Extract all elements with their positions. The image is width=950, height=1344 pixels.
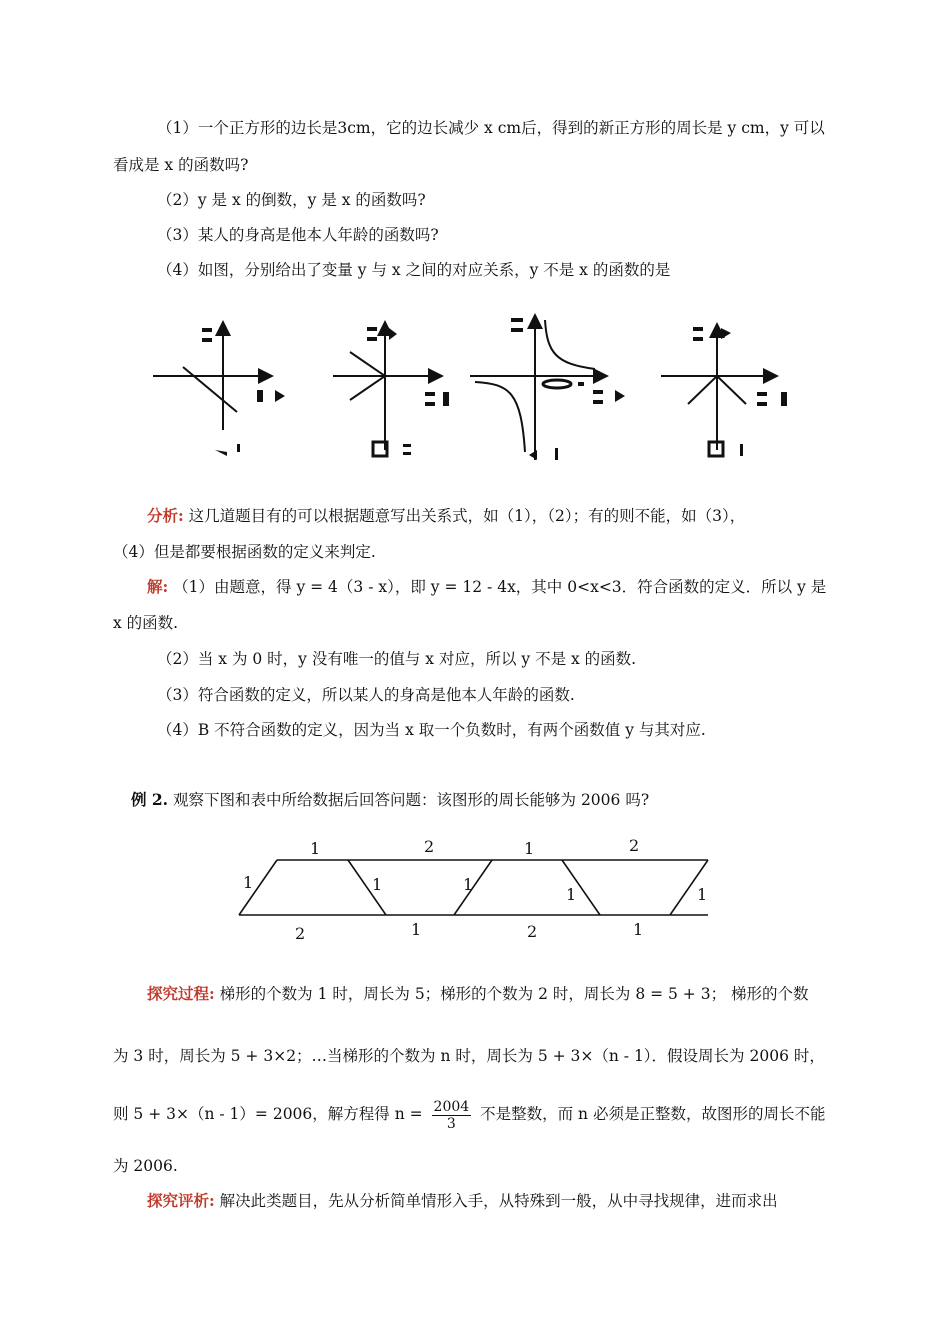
analysis-label: 分析:: [147, 506, 184, 525]
bottom-label-1: 2: [295, 924, 306, 943]
graph-a: [153, 324, 285, 456]
bottom-label-3: 2: [527, 922, 538, 941]
question-4: （4）如图，分别给出了变量 y 与 x 之间的对应关系，y 不是 x 的函数的是: [157, 261, 671, 279]
example-2-line: [131, 789, 649, 811]
review-line: [147, 1190, 778, 1212]
question-2: （2）y 是 x 的倒数，y 是 x 的函数吗?: [157, 191, 426, 209]
review-label: 探究评析:: [147, 1191, 215, 1210]
top-label-1: 1: [310, 839, 321, 858]
top-label-3: 1: [524, 839, 535, 858]
trapezoid-figure: [230, 832, 730, 944]
explore-line-3: [113, 1094, 825, 1134]
top-label-4: 2: [629, 836, 640, 855]
fraction: [432, 1099, 472, 1132]
bottom-label-2: 1: [411, 920, 422, 939]
fraction-numerator: 2004: [433, 1098, 470, 1115]
example-2-label: 例 2.: [131, 790, 169, 809]
side-label-2: 1: [372, 875, 383, 894]
question-1-line-1: （1）一个正方形的边长是3cm，它的边长减少 x cm后，得到的新正方形的周长是 y cm，y 可以: [157, 119, 825, 137]
solution-line-5: （4）B 不符合函数的定义，因为当 x 取一个负数时，有两个函数值 y 与其对应.: [157, 721, 706, 739]
solution-line-3: （2）当 x 为 0 时，y 没有唯一的值与 x 对应，所以 y 不是 x 的函数.: [157, 650, 637, 668]
analysis-text-1: 这几道题目有的可以根据题意写出关系式，如（1），（2）；有的则不能，如（3），: [188, 507, 746, 525]
bottom-label-4: 1: [633, 920, 644, 939]
explore-label: 探究过程:: [147, 984, 215, 1003]
graph-c: [470, 317, 625, 460]
explore-text-3b: 不是整数，而 n 必须是正整数，故图形的周长不能: [480, 1105, 826, 1123]
solution-text-1: （1）由题意，得 y = 4（3 - x），即 y = 12 - 4x，其中 0<x<3．符合函数的定义．所以 y 是: [173, 578, 827, 596]
fraction-denominator: 3: [446, 1115, 456, 1132]
review-text: 解决此类题目，先从分析简单情形入手，从特殊到一般，从中寻找规律，进而求出: [219, 1192, 778, 1210]
graph-b: [333, 324, 449, 456]
solution-label: 解:: [147, 577, 169, 596]
side-label-5: 1: [697, 885, 708, 904]
explore-line-4: 为 2006.: [113, 1157, 178, 1175]
solution-line-1: [147, 576, 826, 598]
analysis-line-2: （4）但是都要根据函数的定义来判定.: [113, 543, 376, 561]
top-label-2: 2: [424, 837, 435, 856]
function-graphs-figure: [145, 312, 805, 467]
explore-line-1: [147, 983, 809, 1005]
side-label-4: 1: [566, 885, 577, 904]
question-3: （3）某人的身高是他本人年龄的函数吗?: [157, 226, 439, 244]
side-label-1: 1: [243, 873, 254, 892]
side-label-3: 1: [463, 875, 474, 894]
analysis-line-1: [147, 505, 745, 527]
solution-line-2: x 的函数.: [113, 614, 179, 632]
explore-text-1: 梯形的个数为 1 时，周长为 5；梯形的个数为 2 时，周长为 8 = 5 + 3； 梯形的个数: [219, 985, 809, 1003]
graph-d: [661, 326, 787, 456]
explore-text-3a: 则 5 + 3×（n - 1）= 2006，解方程得 n =: [113, 1105, 423, 1123]
question-1-line-2: 看成是 x 的函数吗?: [113, 156, 249, 174]
solution-line-4: （3）符合函数的定义，所以某人的身高是他本人年龄的函数.: [157, 686, 575, 704]
explore-line-2: 为 3 时，周长为 5 + 3×2；…当梯形的个数为 n 时，周长为 5 + 3×（n - 1）．假设周长为 2006 时，: [113, 1047, 825, 1065]
example-2-text: 观察下图和表中所给数据后回答问题：该图形的周长能够为 2006 吗?: [173, 791, 650, 809]
